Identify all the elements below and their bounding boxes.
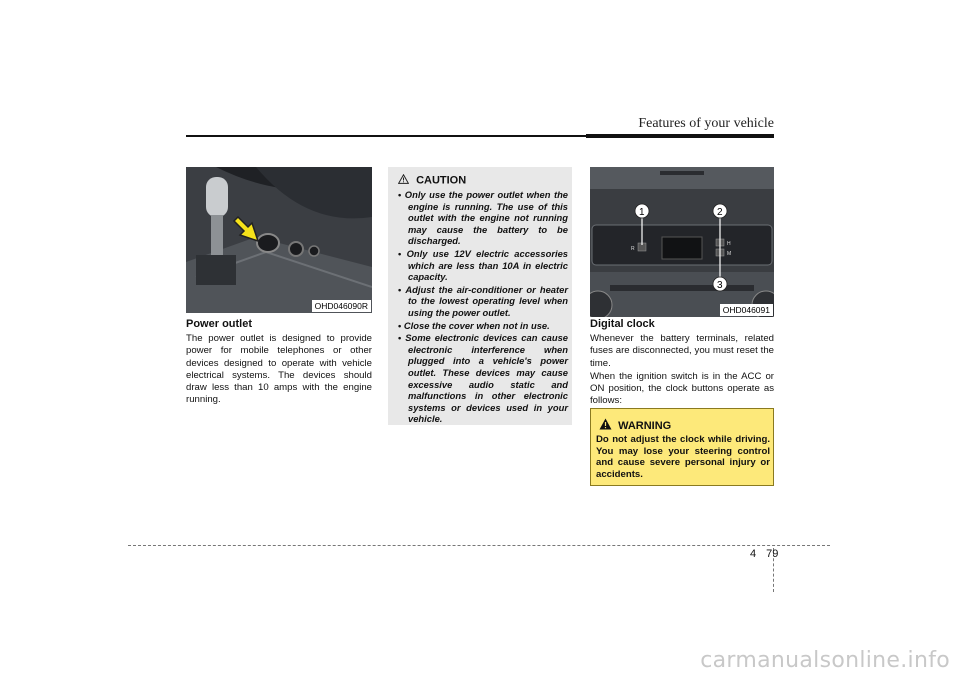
page-number [750,548,778,560]
caution-triangle-icon [398,174,409,187]
callout-3-label: 3 [717,280,723,291]
body-paragraph: When the ignition switch is in the ACC or ON position, the clock buttons operate as follows: [590,370,774,407]
m-button-label: M [727,251,732,257]
caution-box [388,167,572,425]
warning-text: Do not adjust the clock while driving. You may lose your steering control and cause severe personal injury or accidents. [596,434,770,480]
h-button-label: H [727,241,731,247]
image-code: OHD046091 [720,304,773,316]
header-rule-accent [586,134,774,138]
caution-list [398,189,568,426]
body-paragraph: The power outlet is designed to provide power for mobile telephones or other devices designed to operate with vehicle electrical systems. The devices should draw less than 10 amps with the engine running. [186,333,372,406]
warning-box [590,408,774,486]
section-heading: Digital clock [590,318,655,330]
section-heading: Power outlet [186,318,253,330]
chapter-number: 4 [750,548,757,560]
digital-clock-photo [590,167,774,317]
warning-triangle-icon [599,418,612,433]
section-title: Features of your vehicle [638,116,774,131]
caution-item-text: Only use 12V electric accessories which are less than 10A in electric capacity. [406,247,568,283]
power-outlet-photo [186,167,372,313]
caution-title: CAUTION [416,174,467,187]
digital-clock-illustration [590,167,774,317]
caution-item-text: Only use the power outlet when the engine is running. The use of this outlet with the engine not running may cause the battery to be discharged. [404,189,569,247]
caution-item: • Close the cover when not in use. [398,319,550,331]
body-paragraph: Whenever the battery terminals, related fuses are disconnected, you must reset the time. [590,333,774,369]
caution-item-text: Some electronic devices can cause electronic interference when plugged into a vehicle's power outlet. These devices may cause excessive audio static and malfunctions in other electronic systems or devices used in your vehicle. [405,332,568,425]
image-code: OHD046090R [312,300,371,312]
callout-2-label: 2 [717,207,723,218]
caution-heading [398,174,466,187]
caution-item: • Only use the power outlet when the engine is running. The use of this outlet with the engine not running may cause the battery to be discharged. [398,189,569,247]
callout-1-label: 1 [639,207,645,218]
caution-item: • Only use 12V electric accessories which are less than 10A in electric capacity. [398,247,568,283]
warning-heading [599,418,671,433]
caution-item-text: Close the cover when not in use. [403,319,550,331]
r-button-label: R [631,246,635,252]
caution-item-text: Adjust the air-conditioner or heater to the lowest operating level when using the power outlet. [405,283,568,318]
power-outlet-illustration [186,167,372,313]
warning-title: WARNING [618,420,672,432]
page-number-value: 79 [766,548,779,560]
footer-rule [128,545,830,546]
power-outlet-section [186,318,372,407]
caution-item: • Adjust the air-conditioner or heater to the lowest operating level when using the power outlet. [398,283,568,318]
watermark: carmanualsonline.info [700,648,950,673]
digital-clock-section [590,318,774,408]
caution-item: • Some electronic devices can cause electronic interference when plugged into a vehicle's power outlet. These devices may cause excessive audio static and malfunctions in other electronic systems or devices used in your vehicle. [398,332,568,425]
